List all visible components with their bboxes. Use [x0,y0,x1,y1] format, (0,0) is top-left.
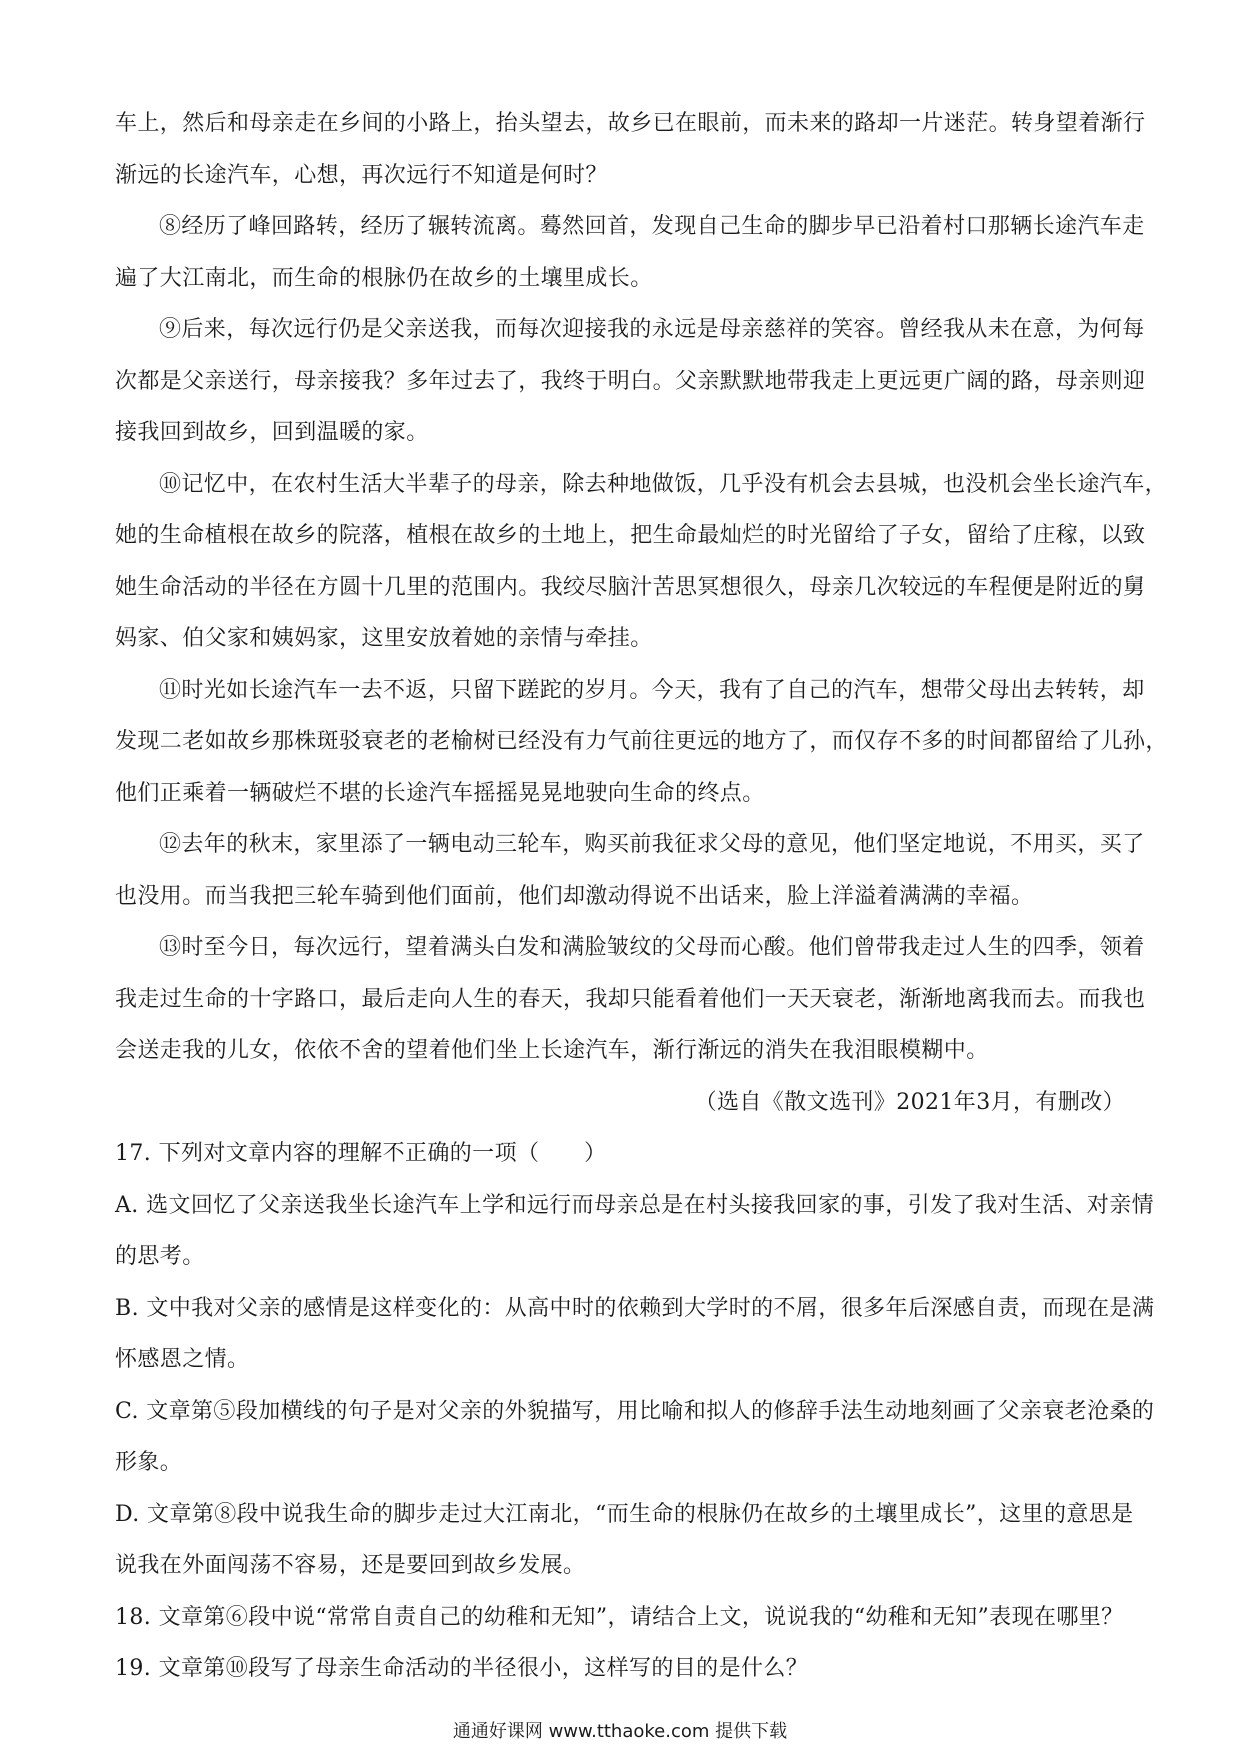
text-line: 她的生命植根在故乡的院落，植根在故乡的土地上，把生命最灿烂的时光留给了子女，留给了庄稼，以致 [115,523,1146,548]
paragraph-8 [115,201,1145,304]
question-17 [115,1128,1125,1180]
text-line: ⑧经历了峰回路转，经历了辗转流离。蓦然回首，发现自己生命的脚步早已沿着村口那辆长途汽车走 [159,214,1145,239]
text-line: ⑨后来，每次远行仍是父亲送我，而每次迎接我的永远是母亲慈祥的笑容。曾经我从未在意，为何每 [159,317,1145,342]
option-line: C. 文章第⑤段加横线的句子是对父亲的外貌描写，用比喻和拟人的修辞手法生动地刻画了父亲衰老沧桑的 [115,1398,1155,1424]
paragraph-13 [115,922,1146,1077]
text-line: 会送走我的儿女，依依不舍的望着他们坐上长途汽车，渐行渐远的消失在我泪眼模糊中。 [115,1038,989,1063]
text-line: 发现二老如故乡那株斑驳衰老的老榆树已经没有力气前往更远的地方了，而仅存不多的时间都留给了儿孙， [115,729,1168,754]
page-content [115,98,1168,1695]
paragraph-9 [115,304,1146,459]
option-a [115,1180,1155,1283]
option-line: D. 文章第⑧段中说我生命的脚步走过大江南北，“而生命的根脉仍在故乡的土壤里成长”，这里的意思是 [115,1501,1134,1527]
option-c [115,1386,1155,1489]
question-stem: 19. 文章第⑩段写了母亲生命活动的半径很小，这样写的目的是什么？ [115,1656,809,1681]
page-footer: 通通好课网 www.tthaoke.com 提供下载 [452,1721,788,1742]
option-d [115,1489,1134,1592]
text-line: ⑫去年的秋末，家里添了一辆电动三轮车，购买前我征求父母的意见，他们坚定地说，不用买，买了 [159,832,1145,857]
text-line: 接我回到故乡，回到温暖的家。 [115,420,429,445]
option-line: A. 选文回忆了父亲送我坐长途汽车上学和远行而母亲总是在村头接我回家的事，引发了我对生活、对亲情 [115,1192,1155,1218]
option-line: 形象。 [115,1450,183,1475]
source-citation: （选自《散文选刊》2021年3月，有删改） [694,1089,1125,1115]
paragraph-10 [115,459,1168,665]
question-stem: 17. 下列对文章内容的理解不正确的一项（ ） [115,1141,607,1166]
text-line: 他们正乘着一辆破烂不堪的长途汽车摇摇晃晃地驶向生命的终点。 [115,780,765,806]
text-line: 渐远的长途汽车，心想，再次远行不知道是何时？ [115,162,608,188]
paragraph-12 [115,819,1145,922]
text-line: 她生命活动的半径在方圆十几里的范围内。我绞尽脑汁苦思冥想很久，母亲几次较远的车程便是附近的舅 [115,574,1146,600]
text-line: 也没用。而当我把三轮车骑到他们面前，他们却激动得说不出话来，脸上洋溢着满满的幸福。 [115,883,1034,909]
paragraph-11 [115,665,1168,820]
option-line: 说我在外面闯荡不容易，还是要回到故乡发展。 [115,1553,586,1578]
text-line: 妈家、伯父家和姨妈家，这里安放着她的亲情与牵挂。 [115,626,653,651]
option-b [115,1283,1155,1386]
question-19 [115,1643,1125,1695]
paragraph-continuation [115,98,1146,201]
text-line: ⑪时光如长途汽车一去不返，只留下蹉跎的岁月。今天，我有了自己的汽车，想带父母出去转转，却 [159,677,1145,703]
text-line: ⑬时至今日，每次远行，望着满头白发和满脸皱纹的父母而心酸。他们曾带我走过人生的四季，领着 [159,935,1145,960]
text-line: 车上，然后和母亲走在乡间的小路上，抬头望去，故乡已在眼前，而未来的路却一片迷茫。转身望着渐行 [115,111,1146,136]
option-line: 的思考。 [115,1244,205,1269]
question-18 [115,1592,1125,1644]
text-line: 次都是父亲送行，母亲接我？多年过去了，我终于明白。父亲默默地带我走上更远更广阔的路，母亲则迎 [115,368,1146,394]
question-stem: 18. 文章第⑥段中说“常常自责自己的幼稚和无知”，请结合上文，说说我的“幼稚和无知”表现在哪里？ [115,1604,1124,1630]
text-line: ⑩记忆中，在农村生活大半辈子的母亲，除去种地做饭，几乎没有机会去县城，也没机会坐长途汽车， [159,471,1168,497]
text-line: 遍了大江南北，而生命的根脉仍在故乡的土壤里成长。 [115,265,653,291]
text-line: 我走过生命的十字路口，最后走向人生的春天，我却只能看着他们一天天衰老，渐渐地离我而去。而我也 [115,986,1146,1012]
option-line: 怀感恩之情。 [115,1347,250,1372]
option-line: B. 文中我对父亲的感情是这样变化的：从高中时的依赖到大学时的不屑，很多年后深感自责，而现在是满 [115,1295,1155,1321]
